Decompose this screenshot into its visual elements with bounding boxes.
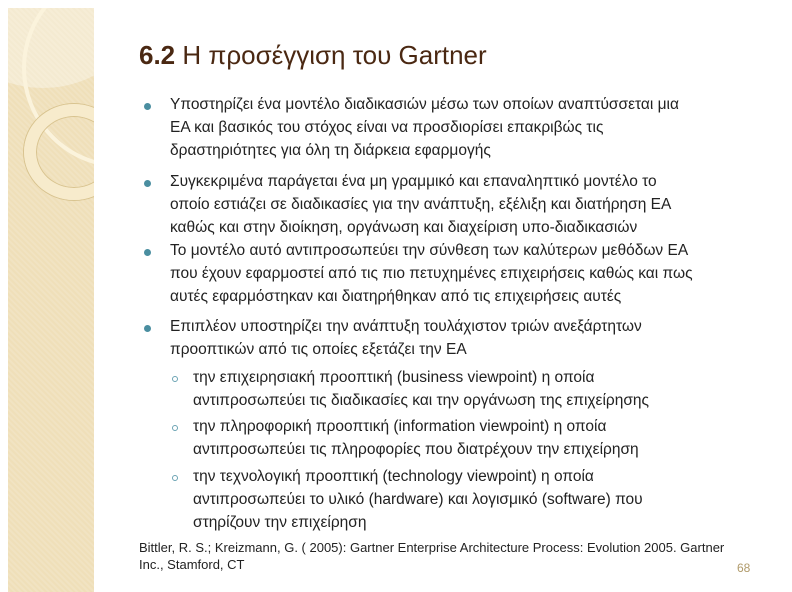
sub-bullet-text-line: στηρίζουν την επιχείρηση [193, 514, 367, 531]
bullet-icon [144, 180, 151, 187]
bullet-text-line: οποίο εστιάζει σε διαδικασίες για την ανάπτυξη, εξέλιξη και διατήρηση ΕΑ [170, 196, 672, 213]
bullet-text-line: Το μοντέλο αυτό αντιπροσωπεύει την σύνθεση των καλύτερων μεθόδων ΕΑ [170, 242, 689, 259]
citation-line-1: Bittler, R. S.; Kreizmann, G. ( 2005): Gartner Enterprise Architecture Process: Evolution 2005. Gartner [139, 540, 725, 555]
sub-bullet-text-line: αντιπροσωπεύει τις διαδικασίες και την οργάνωση της επιχείρησης [193, 392, 649, 409]
sub-bullet-icon [172, 425, 178, 431]
page-number: 68 [737, 561, 751, 575]
bullet-icon [144, 325, 151, 332]
bullet-text-line: καθώς και στην διοίκηση, οργάνωση και διαχείριση υπο-διαδικασιών [170, 219, 638, 236]
bullet-text-line: αυτές εφαρμόστηκαν και διατηρήθηκαν από τις επιχειρήσεις αυτές [170, 288, 622, 305]
bullet-text-line: που έχουν εφαρμοστεί από τις πιο πετυχημένες επιχειρήσεις καθώς και πως [170, 265, 693, 282]
sub-bullet-icon [172, 475, 178, 481]
bullet-icon [144, 103, 151, 110]
sub-bullet-icon [172, 376, 178, 382]
bullet-icon [144, 249, 151, 256]
bullet-text-line: ΕΑ και βασικός του στόχος είναι να προσδιορίσει επακριβώς τις [170, 119, 604, 136]
citation-line-2: Inc., Stamford, CT [139, 557, 245, 572]
bullet-text-line: προοπτικών από τις οποίες εξετάζει την ΕΑ [170, 341, 467, 358]
decorative-side-band [8, 8, 94, 592]
section-number: 6.2 [139, 40, 176, 70]
bullet-text-line: Υποστηρίζει ένα μοντέλο διαδικασιών μέσω των οποίων αναπτύσσεται μια [170, 96, 679, 113]
bullet-text-line: Συγκεκριμένα παράγεται ένα μη γραμμικό και επαναληπτικό μοντέλο το [170, 173, 657, 190]
sub-bullet-text-line: την τεχνολογική προοπτική (technology viewpoint) η οποία [193, 468, 594, 485]
sub-bullet-text-line: την πληροφορική προοπτική (information viewpoint) η οποία [193, 418, 607, 435]
decorative-ring [24, 104, 94, 200]
sub-bullet-text-line: αντιπροσωπεύει τις πληροφορίες που διατρέχουν την επιχείρηση [193, 441, 639, 458]
bullet-text-line: Επιπλέον υποστηρίζει την ανάπτυξη τουλάχιστον τριών ανεξάρτητων [170, 318, 642, 335]
title-text: Η προσέγγιση του Gartner [182, 40, 487, 70]
bullet-text-line: δραστηριότητες για όλη τη διάρκεια εφαρμογής [170, 142, 491, 159]
slide-title [139, 40, 487, 71]
sub-bullet-text-line: αντιπροσωπεύει το υλικό (hardware) και λογισμικό (software) που [193, 491, 643, 508]
sub-bullet-text-line: την επιχειρησιακή προοπτική (business viewpoint) η οποία [193, 369, 595, 386]
